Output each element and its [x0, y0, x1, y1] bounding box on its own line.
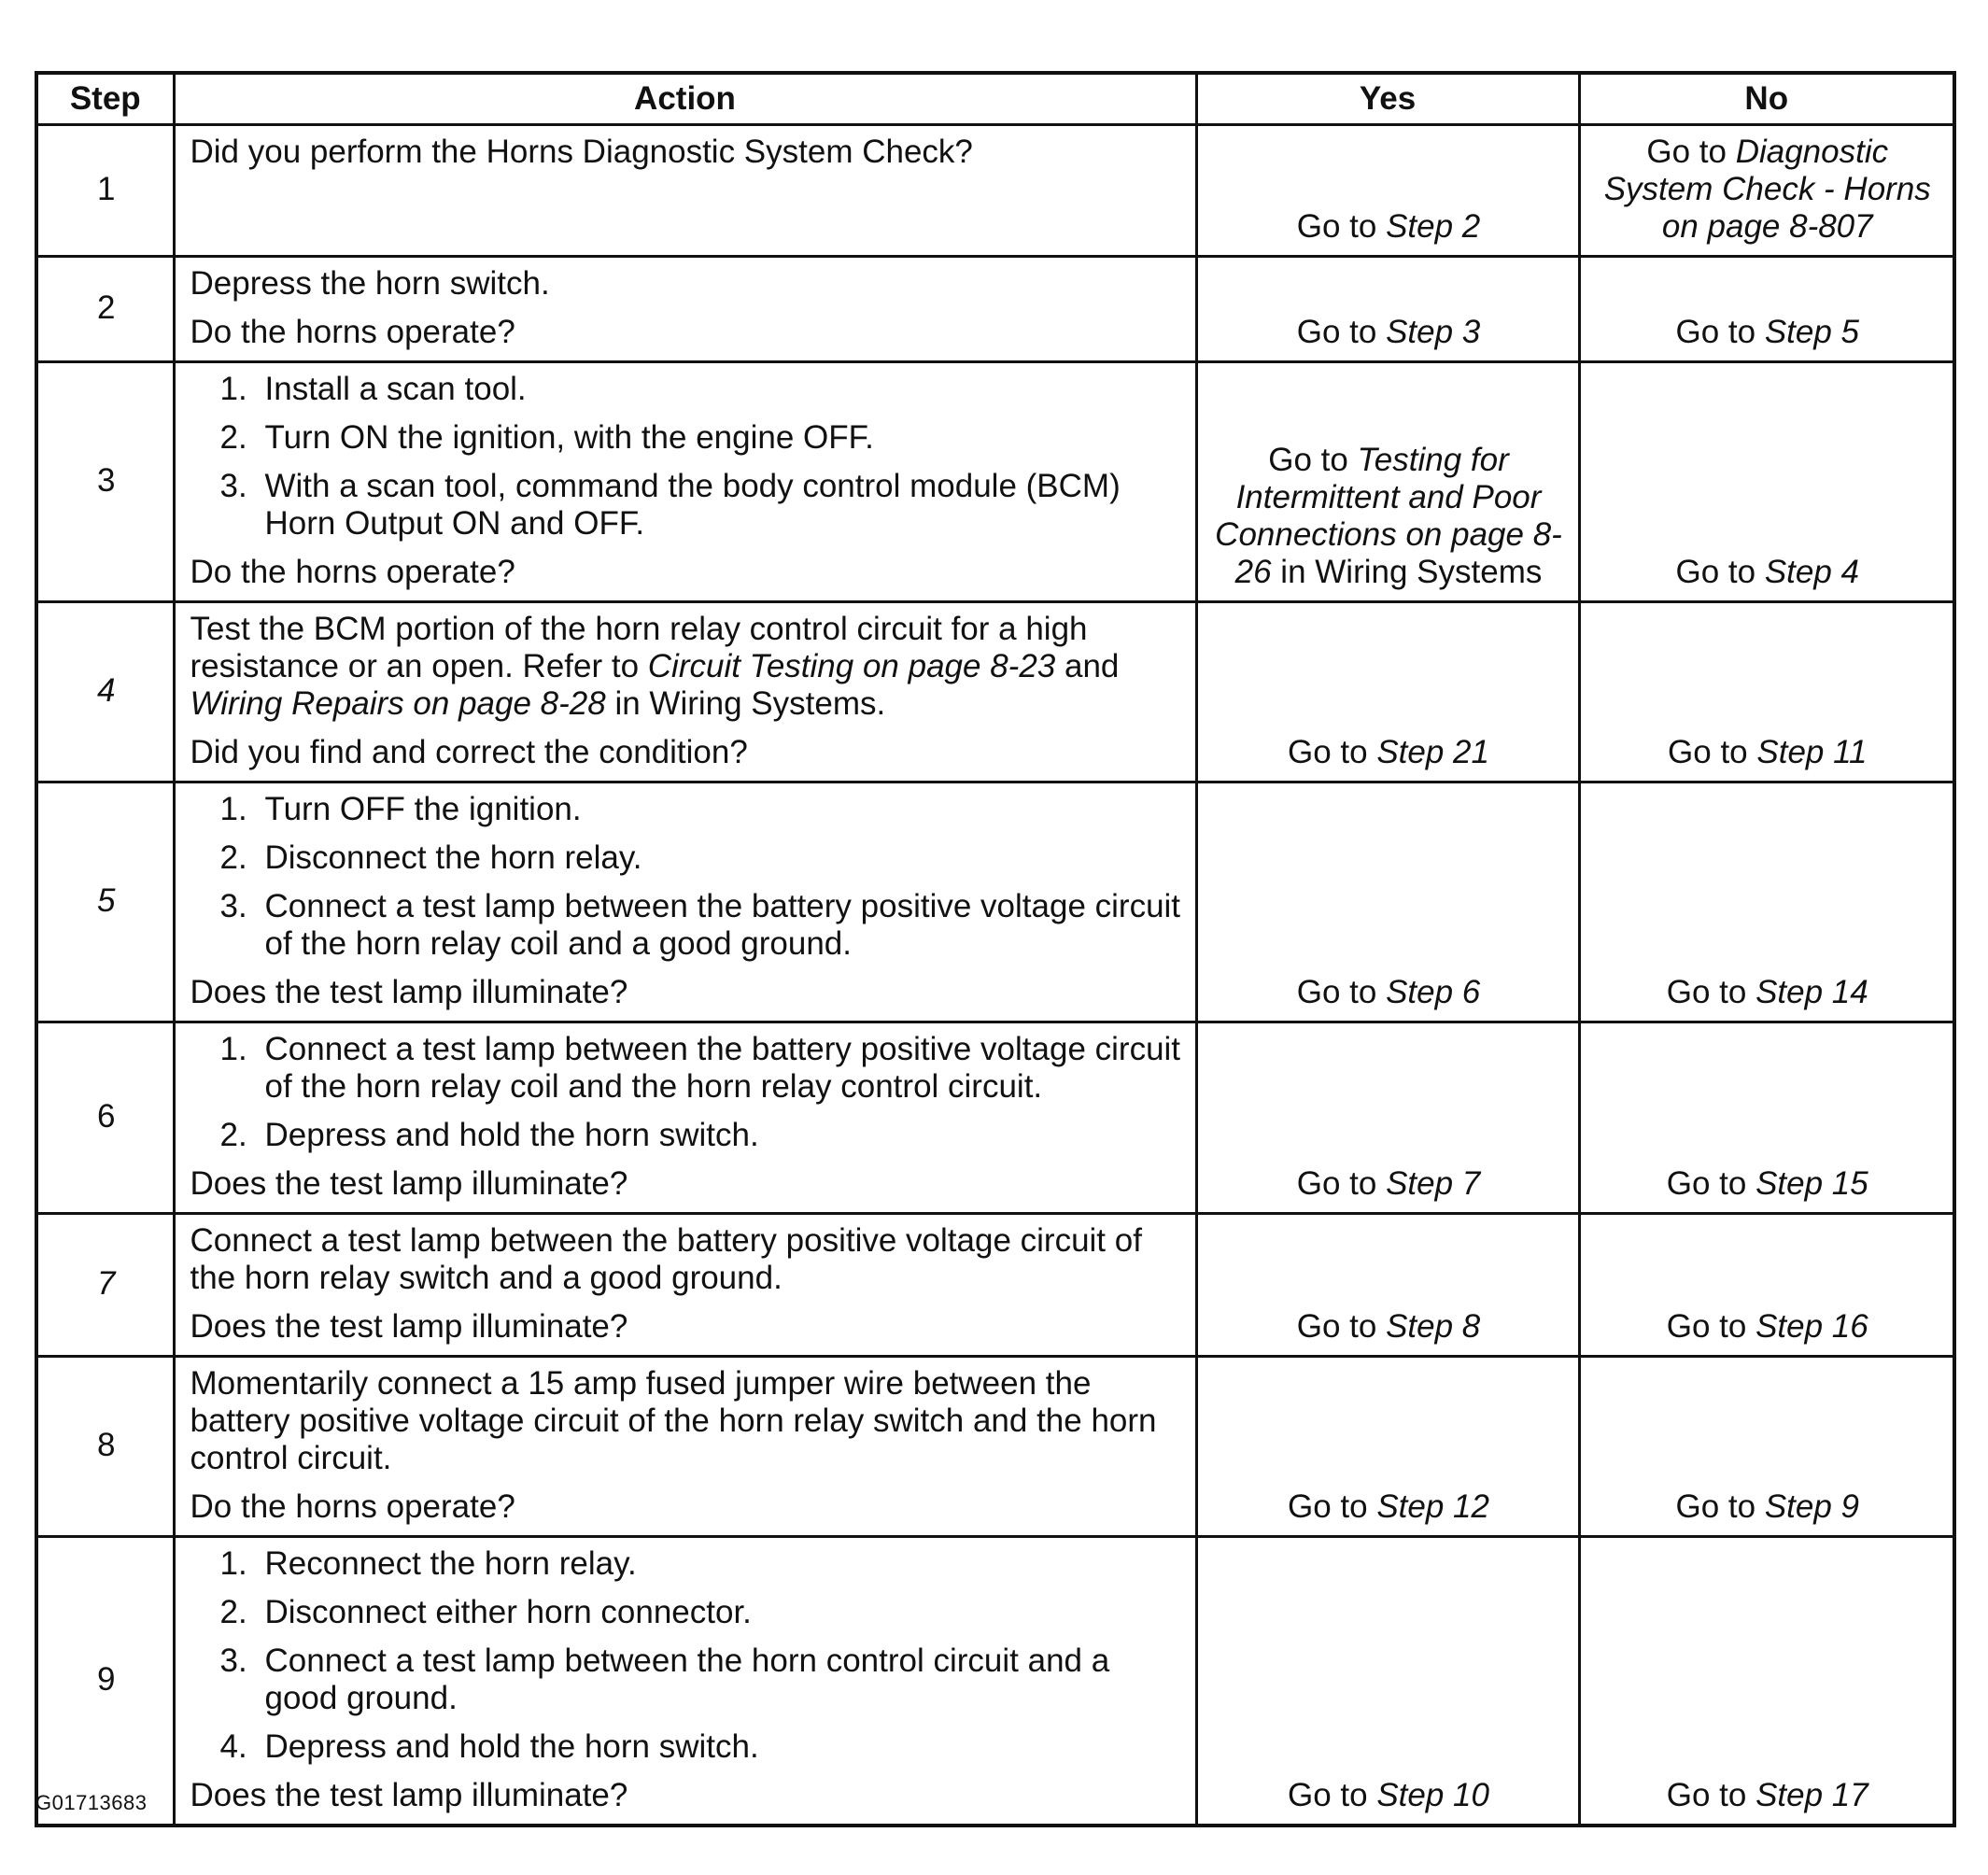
reference-link-text: Step 5 — [1764, 314, 1860, 350]
action-paragraph — [190, 1365, 1182, 1477]
header-no: No — [1579, 73, 1954, 125]
reference-link-text: Step 12 — [1376, 1488, 1489, 1525]
table-row — [36, 1214, 1954, 1357]
action-cell — [174, 125, 1196, 257]
step-cell — [36, 362, 174, 602]
instruction-text: Reconnect the horn relay. — [264, 1545, 637, 1582]
action-question: Do the horns operate? — [190, 554, 515, 590]
step-cell — [36, 1537, 174, 1826]
instruction-number: 3. — [219, 888, 247, 924]
reference-link-text: Step 4 — [1764, 554, 1860, 590]
no-cell — [1579, 1214, 1954, 1357]
reference-link-text: Step 2 — [1386, 208, 1481, 245]
instruction-text: With a scan tool, command the body control module (BCM) Horn Output ON and OFF. — [264, 468, 1121, 542]
action-question: Does the test lamp illuminate? — [190, 1308, 628, 1345]
action-question: Does the test lamp illuminate? — [190, 1165, 628, 1202]
text-run: Go to — [1288, 1777, 1377, 1813]
text-run: Go to — [1666, 974, 1756, 1010]
text-run: Go to — [1675, 1488, 1765, 1525]
text-run: Go to — [1268, 442, 1358, 478]
numbered-instructions — [190, 371, 1182, 543]
header-step: Step — [36, 73, 174, 125]
text-run: Connect a test lamp between the battery positive voltage circuit of the horn relay switch and a good ground. — [190, 1222, 1142, 1296]
yes-cell — [1196, 602, 1579, 782]
step-cell — [36, 1022, 174, 1214]
no-cell — [1579, 125, 1954, 257]
instruction-text: Install a scan tool. — [264, 371, 527, 407]
instruction-text: Connect a test lamp between the battery positive voltage circuit of the horn relay coil and a good ground. — [264, 888, 1181, 962]
action-cell — [174, 257, 1196, 362]
text-run: Go to — [1675, 554, 1765, 590]
text-run: Go to — [1288, 734, 1377, 770]
no-cell — [1579, 1022, 1954, 1214]
reference-link-text: Testing for Intermittent and Poor Connections on page 8-26 — [1215, 442, 1562, 590]
text-run: Go to — [1668, 734, 1757, 770]
text-run: Momentarily connect a 15 amp fused jumper wire between the battery positive voltage circuit of the horn relay switch and the horn control circuit. — [190, 1365, 1157, 1476]
yes-cell — [1196, 1022, 1579, 1214]
instruction-number: 3. — [219, 468, 247, 504]
instruction-number: 2. — [219, 839, 247, 876]
instruction-number: 1. — [219, 1031, 247, 1067]
action-question: Does the test lamp illuminate? — [190, 974, 628, 1010]
no-cell — [1579, 782, 1954, 1022]
yes-cell — [1196, 1357, 1579, 1537]
instruction-text: Turn OFF the ignition. — [264, 791, 582, 827]
text-run: Go to — [1296, 314, 1387, 350]
reference-link-text: Step 15 — [1755, 1165, 1868, 1202]
table-row — [36, 1537, 1954, 1826]
yes-cell — [1196, 782, 1579, 1022]
instruction-item — [190, 791, 1182, 828]
action-question: Did you find and correct the condition? — [190, 734, 748, 770]
text-run: Go to — [1288, 1488, 1377, 1525]
step-cell — [36, 125, 174, 257]
no-cell — [1579, 1537, 1954, 1826]
table-row — [36, 1022, 1954, 1214]
reference-link-text: Step 17 — [1755, 1777, 1868, 1813]
step-number: 6 — [97, 1098, 116, 1135]
reference-link-text: Step 8 — [1386, 1308, 1481, 1345]
instruction-item — [190, 839, 1182, 877]
action-cell — [174, 1357, 1196, 1537]
step-cell — [36, 782, 174, 1022]
instruction-number: 3. — [219, 1642, 247, 1679]
instruction-item — [190, 1642, 1182, 1717]
text-run: Go to — [1666, 1308, 1756, 1345]
instruction-item — [190, 1728, 1182, 1766]
action-cell — [174, 1537, 1196, 1826]
text-run: Go to — [1675, 314, 1765, 350]
yes-cell — [1196, 1537, 1579, 1826]
instruction-number: 2. — [219, 1594, 247, 1630]
reference-link-text: Wiring Repairs on page 8-28 — [190, 685, 606, 722]
yes-cell — [1196, 362, 1579, 602]
reference-link-text: Step 21 — [1376, 734, 1489, 770]
step-number: 4 — [97, 672, 116, 709]
table-row — [36, 782, 1954, 1022]
text-run: Go to — [1296, 974, 1387, 1010]
instruction-number: 2. — [219, 1117, 247, 1153]
text-run: Go to — [1296, 208, 1387, 245]
instruction-number: 1. — [219, 1545, 247, 1582]
instruction-number: 2. — [219, 419, 247, 456]
reference-link-text: Step 7 — [1386, 1165, 1481, 1202]
header-yes: Yes — [1196, 73, 1579, 125]
instruction-number: 1. — [219, 791, 247, 827]
step-number: 2 — [97, 289, 116, 326]
instruction-text: Connect a test lamp between the battery positive voltage circuit of the horn relay coil and the horn relay control circuit. — [264, 1031, 1181, 1105]
instruction-item — [190, 419, 1182, 457]
action-paragraph — [190, 265, 1182, 303]
text-run: and — [1055, 648, 1120, 684]
table-row — [36, 602, 1954, 782]
instruction-item — [190, 1117, 1182, 1154]
reference-link-text: Step 6 — [1386, 974, 1481, 1010]
table-row — [36, 362, 1954, 602]
action-paragraph — [190, 134, 1182, 171]
action-cell — [174, 1022, 1196, 1214]
instruction-item — [190, 1594, 1182, 1631]
step-number: 8 — [97, 1427, 116, 1463]
step-cell — [36, 1214, 174, 1357]
reference-link-text: Step 14 — [1755, 974, 1868, 1010]
no-cell — [1579, 1357, 1954, 1537]
reference-link-text: Circuit Testing on page 8-23 — [647, 648, 1056, 684]
step-number: 7 — [97, 1265, 116, 1302]
table-row — [36, 1357, 1954, 1537]
action-cell — [174, 602, 1196, 782]
instruction-item — [190, 1545, 1182, 1583]
reference-link-text: Diagnostic System Check - Horns on page 8-807 — [1603, 134, 1931, 245]
figure-id: G01713683 — [35, 1791, 148, 1814]
numbered-instructions — [190, 1545, 1182, 1766]
table-row — [36, 125, 1954, 257]
action-cell — [174, 362, 1196, 602]
action-question: Do the horns operate? — [190, 1488, 515, 1525]
table-body — [36, 125, 1954, 1826]
step-number: 1 — [97, 171, 116, 207]
text-run: Go to — [1646, 134, 1736, 170]
instruction-text: Depress and hold the horn switch. — [264, 1728, 759, 1765]
text-run: Go to — [1296, 1308, 1387, 1345]
yes-cell — [1196, 1214, 1579, 1357]
reference-link-text: Step 9 — [1764, 1488, 1860, 1525]
instruction-number: 4. — [219, 1728, 247, 1765]
text-run: in Wiring Systems. — [605, 685, 886, 722]
diagnostic-table — [35, 71, 1956, 1827]
instruction-number: 1. — [219, 371, 247, 407]
text-run: Go to — [1666, 1165, 1756, 1202]
no-cell — [1579, 257, 1954, 362]
action-cell — [174, 1214, 1196, 1357]
step-number: 3 — [97, 462, 116, 499]
no-cell — [1579, 362, 1954, 602]
header-action: Action — [174, 73, 1196, 125]
action-question: Does the test lamp illuminate? — [190, 1777, 628, 1813]
step-number: 5 — [97, 882, 116, 919]
instruction-item — [190, 888, 1182, 963]
text-run: Test the BCM portion of the horn relay control circuit for a high resistance or an open. Refer to — [190, 611, 1088, 684]
step-cell — [36, 1357, 174, 1537]
instruction-text: Depress and hold the horn switch. — [264, 1117, 759, 1153]
instruction-text: Disconnect either horn connector. — [264, 1594, 752, 1630]
action-question: Do the horns operate? — [190, 314, 515, 350]
instruction-text: Connect a test lamp between the horn control circuit and a good ground. — [264, 1642, 1110, 1716]
step-cell — [36, 602, 174, 782]
numbered-instructions — [190, 1031, 1182, 1154]
reference-link-text: Step 10 — [1376, 1777, 1489, 1813]
text-run: Go to — [1666, 1777, 1756, 1813]
step-number: 9 — [97, 1661, 116, 1698]
action-paragraph — [190, 1222, 1182, 1297]
instruction-text: Turn ON the ignition, with the engine OFF. — [264, 419, 874, 456]
header-row — [36, 73, 1954, 125]
action-paragraph — [190, 611, 1182, 723]
action-cell — [174, 782, 1196, 1022]
reference-link-text: Step 3 — [1386, 314, 1481, 350]
text-run: Go to — [1296, 1165, 1387, 1202]
instruction-item — [190, 371, 1182, 408]
instruction-text: Disconnect the horn relay. — [264, 839, 642, 876]
yes-cell — [1196, 257, 1579, 362]
step-cell — [36, 257, 174, 362]
yes-cell — [1196, 125, 1579, 257]
text-run: Depress the horn switch. — [190, 265, 550, 302]
no-cell — [1579, 602, 1954, 782]
instruction-item — [190, 468, 1182, 543]
numbered-instructions — [190, 791, 1182, 963]
reference-link-text: Step 16 — [1755, 1308, 1868, 1345]
table-row — [36, 257, 1954, 362]
reference-link-text: Step 11 — [1756, 734, 1868, 770]
text-run: Did you perform the Horns Diagnostic System Check? — [190, 134, 973, 170]
instruction-item — [190, 1031, 1182, 1106]
text-run: in Wiring Systems — [1271, 554, 1543, 590]
